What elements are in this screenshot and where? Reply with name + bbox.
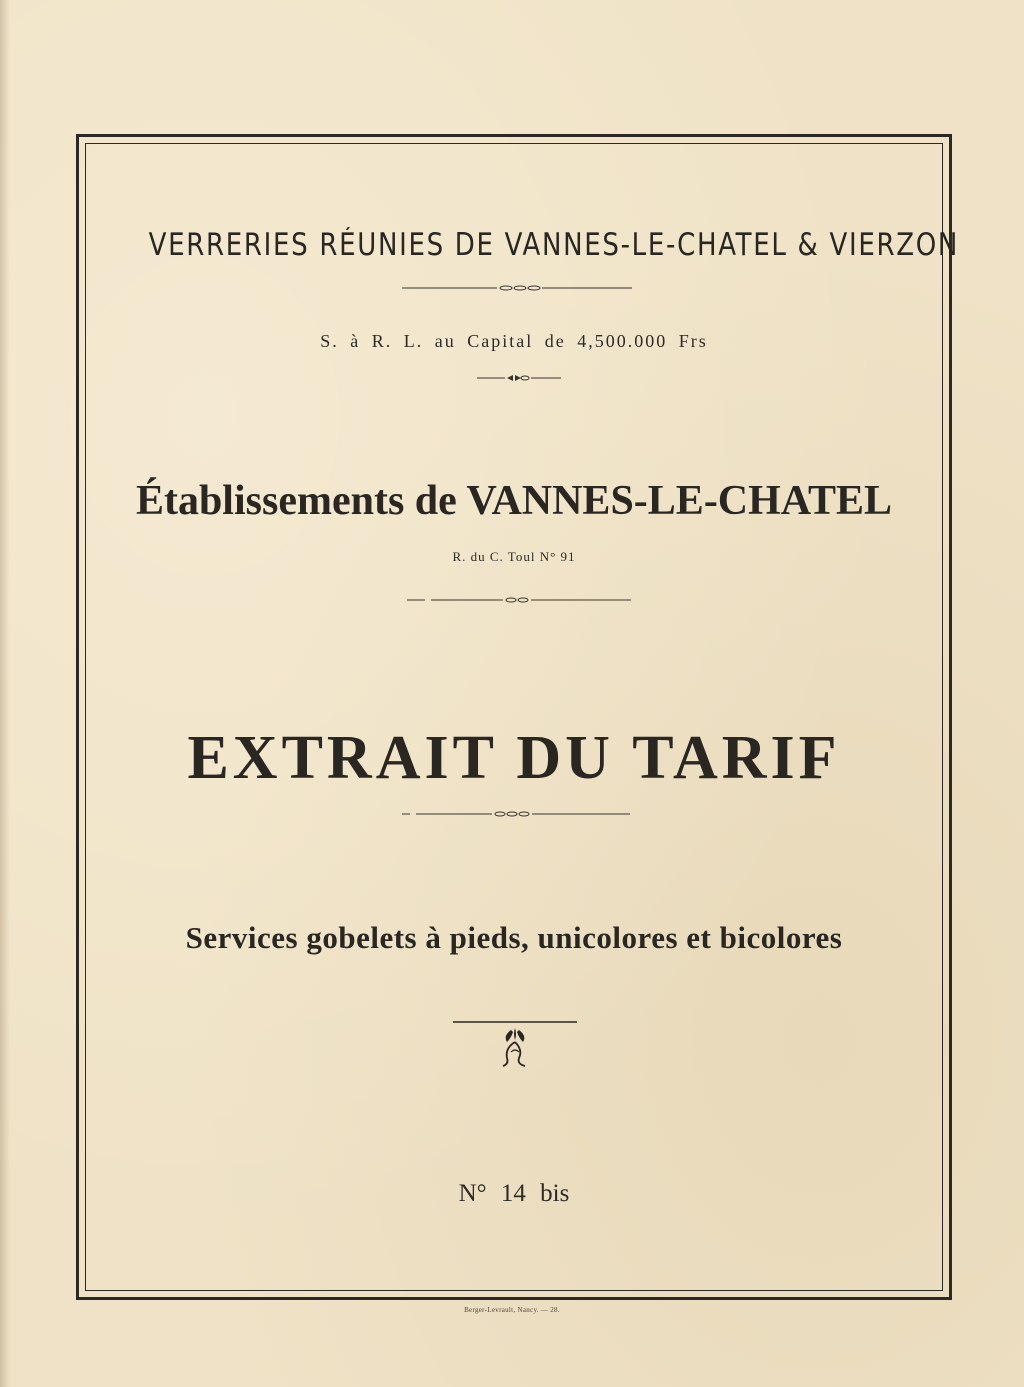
ornamental-rule-2 bbox=[477, 373, 561, 383]
registry-number: R. du C. Toul N° 91 bbox=[452, 549, 576, 564]
ornamental-rule-4 bbox=[402, 810, 630, 818]
document-title: EXTRAIT DU TARIF bbox=[187, 724, 841, 792]
legal-form-capital: S. à R. L. au Capital de 4,500.000 Frs bbox=[320, 331, 708, 351]
fleuron-ornament bbox=[453, 1018, 577, 1070]
page-edge-shadow bbox=[0, 0, 10, 1387]
document-inner-border bbox=[85, 143, 960, 1291]
company-name: VERRERIES RÉUNIES DE VANNES-LE-CHATEL & VIERZON bbox=[148, 227, 960, 263]
printer-credit: Berger-Levrault, Nancy. — 28. bbox=[464, 1306, 560, 1314]
ornamental-rule-3 bbox=[407, 596, 631, 604]
document-border bbox=[76, 134, 960, 1300]
catalogue-number: N° 14 bis bbox=[458, 1180, 570, 1207]
establishment-name: Établissements de VANNES-LE-CHATEL bbox=[135, 478, 893, 524]
document-subtitle: Services gobelets à pieds, unicolores et bicolores bbox=[185, 920, 843, 955]
ornamental-rule-1 bbox=[402, 284, 632, 292]
